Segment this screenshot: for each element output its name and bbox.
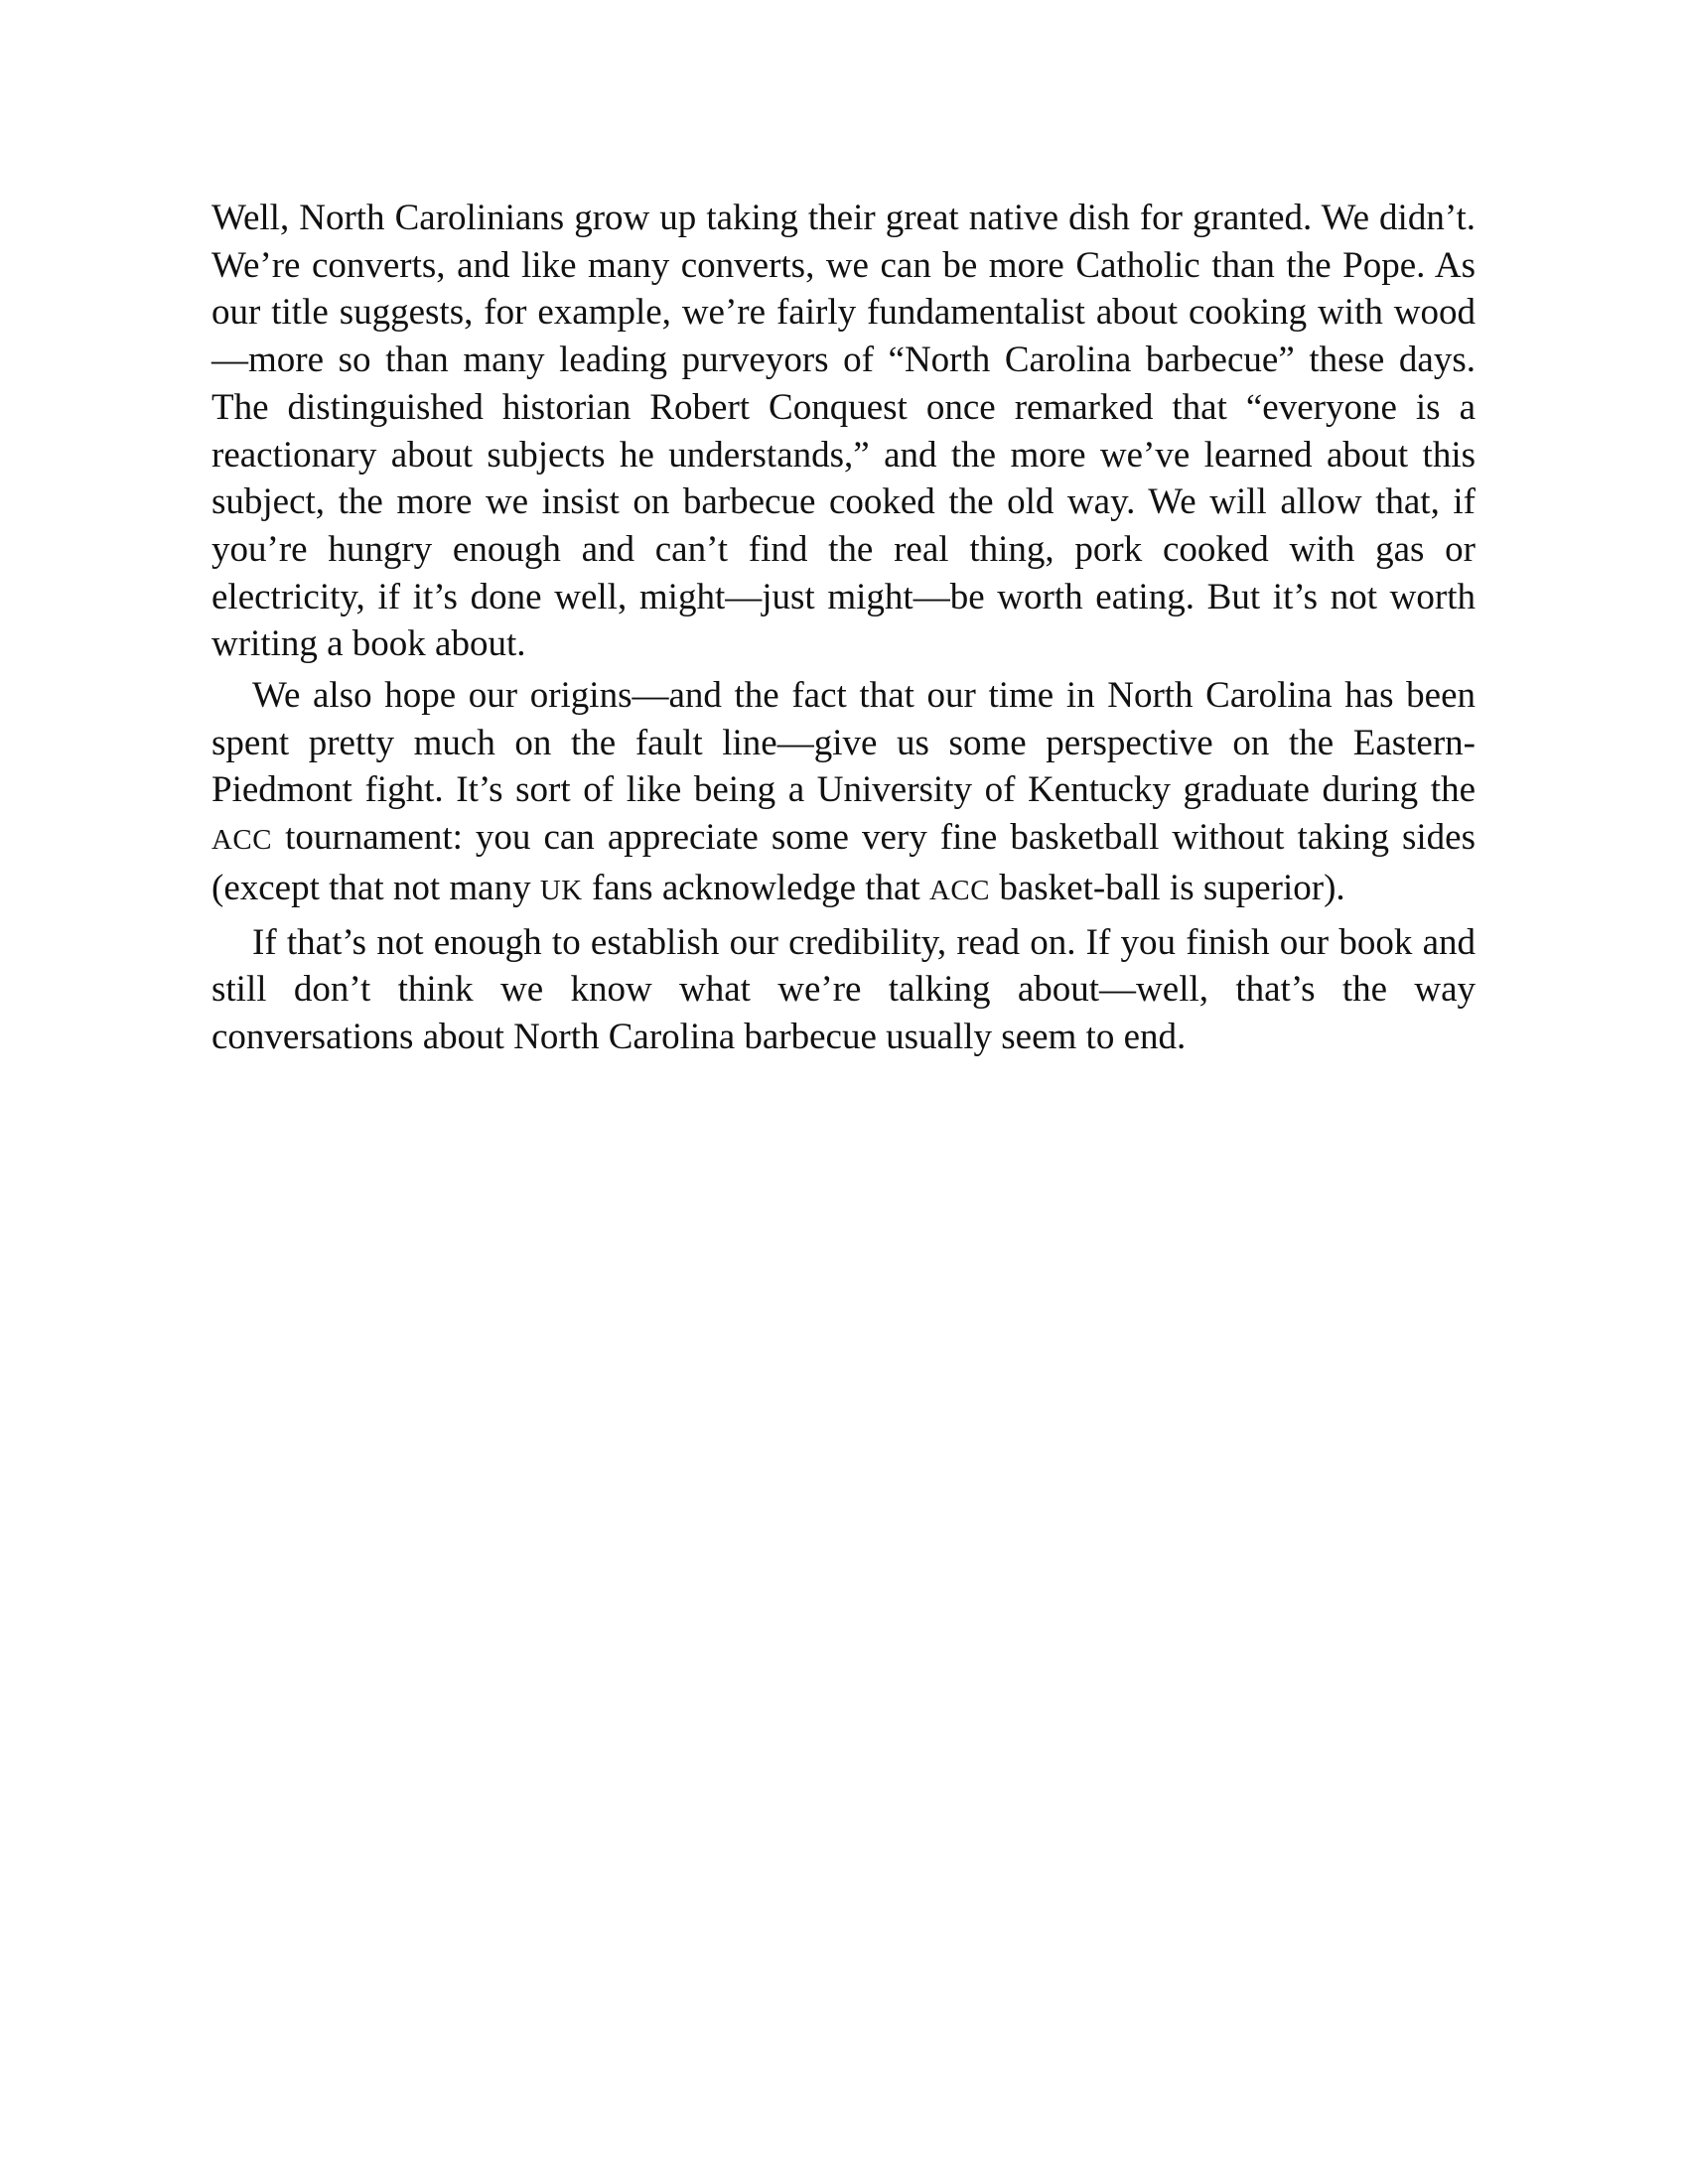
paragraph-1-text: Well, North Carolinians grow up taking their great native dish for granted. We didn’t. We’re converts, and like many converts, we can be more Catholic than the Pope. As our title suggests, for example, we’re fairly fundamentalist about cooking with wood—more so than many leading purveyors of “North Carolina barbecue” these days. The distinguished historian Robert Conquest once remarked that “everyone is a reactionary about subjects he understands,” and the more we’ve learned about this subject, the more we insist on barbecue cooked the old way. We will allow that, if you’re hungry enough and can’t find the real thing, pork cooked with gas or electricity, if it’s done well, might—just might—be worth eating. But it’s not worth writing a book about.	[211, 198, 1476, 665]
paragraph-2-text-1: We also hope our origins—and the fact that our time in North Carolina has been spent pretty much on the fault line—give us some perspective on the Eastern-Piedmont fight. It’s sort of like being a University of Kentucky graduate during the	[211, 675, 1476, 811]
page-body	[211, 195, 1476, 1065]
acronym-uk: UK	[539, 874, 583, 906]
paragraph-2-text-2: tournament: you can appreciate some very fine basketball without taking sides (except that not many	[211, 817, 1476, 908]
paragraph-2-text-4: basket-ball is superior).	[990, 867, 1345, 908]
paragraph-1	[211, 195, 1476, 668]
paragraph-2	[211, 672, 1476, 915]
paragraph-2-text-3: fans acknowledge that	[582, 867, 930, 908]
paragraph-3	[211, 919, 1476, 1061]
acronym-acc: ACC	[929, 874, 991, 906]
paragraph-3-text: If that’s not enough to establish our credibility, read on. If you finish our book and still don’t think we know what we’re talking about—well, that’s the way conversations about North Carolina barbecue usually seem to end.	[211, 921, 1476, 1057]
acronym-acc: ACC	[211, 824, 273, 857]
